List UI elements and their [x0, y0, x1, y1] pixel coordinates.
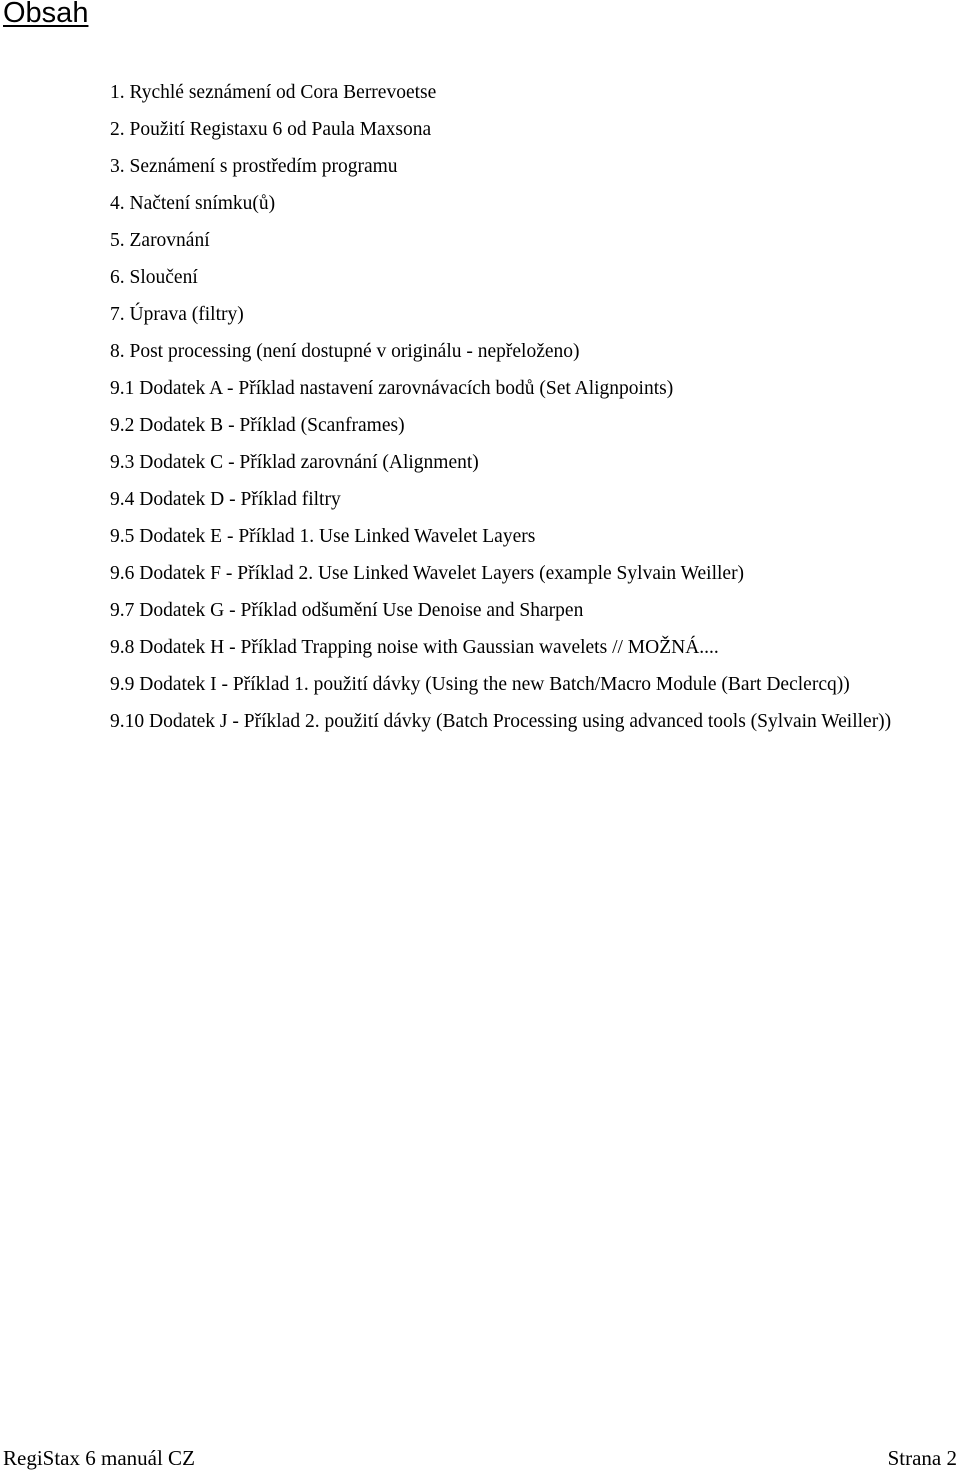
toc-item[interactable]: 6. Sloučení [110, 267, 198, 288]
toc-item[interactable]: 3. Seznámení s prostředím programu [110, 156, 398, 177]
toc-item[interactable]: 5. Zarovnání [110, 230, 210, 251]
toc-item[interactable]: 1. Rychlé seznámení od Cora Berrevoetse [110, 82, 437, 103]
toc-item[interactable]: 2. Použití Registaxu 6 od Paula Maxsona [110, 119, 432, 140]
toc-item[interactable]: 8. Post processing (není dostupné v originálu - nepřeloženo) [110, 341, 580, 362]
toc-item[interactable]: 9.8 Dodatek H - Příklad Trapping noise with Gaussian wavelets // MOŽNÁ.... [110, 637, 719, 658]
footer-document-title: RegiStax 6 manuál CZ [3, 1446, 195, 1470]
page-footer [3, 1443, 957, 1473]
toc-item[interactable]: 9.10 Dodatek J - Příklad 2. použití dávky (Batch Processing using advanced tools (Sylvain Weiller)) [110, 711, 892, 732]
toc-item[interactable]: 4. Načtení snímku(ů) [110, 193, 276, 214]
toc-item[interactable]: 9.3 Dodatek C - Příklad zarovnání (Alignment) [110, 452, 479, 473]
toc-item[interactable]: 9.5 Dodatek E - Příklad 1. Use Linked Wavelet Layers [110, 526, 536, 547]
toc-item[interactable]: 9.7 Dodatek G - Příklad odšumění Use Denoise and Sharpen [110, 600, 584, 621]
toc-item[interactable]: 9.9 Dodatek I - Příklad 1. použití dávky (Using the new Batch/Macro Module (Bart Declercq)) [110, 674, 850, 695]
toc-item[interactable]: 9.4 Dodatek D - Příklad filtry [110, 489, 341, 510]
toc-item[interactable]: 9.1 Dodatek A - Příklad nastavení zarovnávacích bodů (Set Alignpoints) [110, 378, 674, 399]
table-of-contents [110, 80, 910, 745]
page-title: Obsah [3, 0, 89, 29]
toc-item[interactable]: 9.2 Dodatek B - Příklad (Scanframes) [110, 415, 405, 436]
footer-page-number: Strana 2 [887, 1446, 957, 1470]
toc-item[interactable]: 9.6 Dodatek F - Příklad 2. Use Linked Wavelet Layers (example Sylvain Weiller) [110, 563, 745, 584]
toc-item[interactable]: 7. Úprava (filtry) [110, 304, 244, 325]
